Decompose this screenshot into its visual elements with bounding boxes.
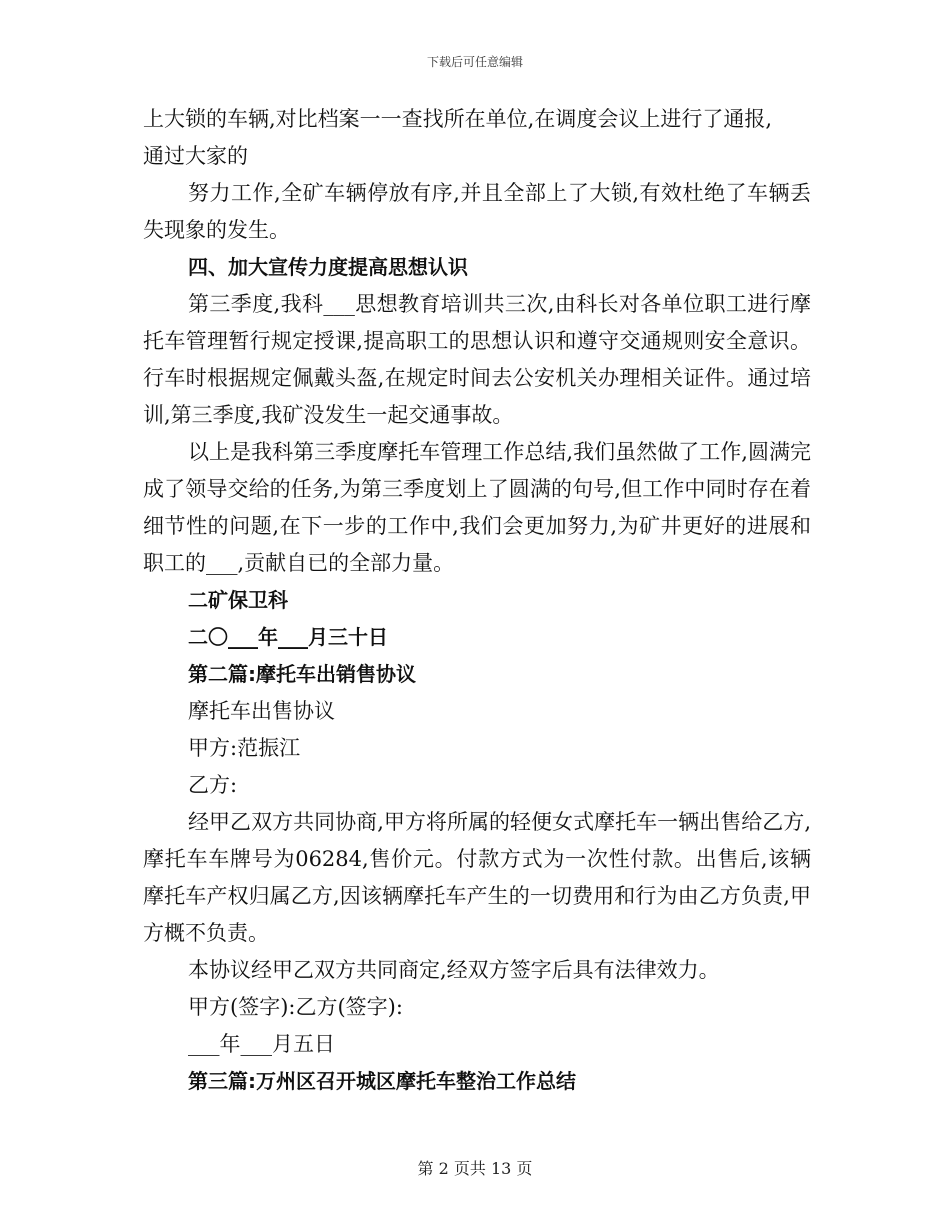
paragraph-line: 通过大家的 (143, 144, 248, 168)
party-a: 甲方:范振江 (188, 736, 301, 760)
page-header: 下载后可任意编辑 (426, 55, 523, 69)
section-title: 第二篇:摩托车出销售协议 (188, 662, 416, 686)
agreement-title: 摩托车出售协议 (188, 699, 335, 723)
date-line: 二〇___年___月三十日 (188, 625, 388, 649)
paragraph: 第三季度,我科___思想教育培训共三次,由科长对各单位职工进行摩托车管理暂行规定授课,提高职工的思想认识和遵守交通规则安全意识。行车时根据规定佩戴头盔,在规定时间去公安机关办理相关证件。通过培训,第三季度,我矿没发生一起交通事故。 (143, 292, 811, 427)
paragraph: 以上是我科第三季度摩托车管理工作总结,我们虽然做了工作,圆满完成了领导交给的任务,为第三季度划上了圆满的句号,但工作中同时存在着细节性的问题,在下一步的工作中,我们会更加努力,为矿井更好的进展和职工的___,贡献自已的全部力量。 (143, 440, 811, 575)
signature-line: 甲方(签字):乙方(签字): (188, 995, 403, 1019)
paragraph: 本协议经甲乙双方共同商定,经双方签字后具有法律效力。 (188, 958, 720, 982)
organization-name: 二矿保卫科 (188, 588, 288, 612)
party-b: 乙方: (188, 773, 238, 797)
paragraph: 努力工作,全矿车辆停放有序,并且全部上了大锁,有效杜绝了车辆丢失现象的发生。 (143, 181, 811, 242)
page-footer: 第 2 页共 13 页 (417, 1159, 533, 1178)
paragraph: 经甲乙双方共同协商,甲方将所属的轻便女式摩托车一辆出售给乙方,摩托车车牌号为06284,售价元。付款方式为一次性付款。出售后,该辆摩托车产权归属乙方,因该辆摩托车产生的一切费用和行为由乙方负责,甲方概不负责。 (143, 810, 811, 945)
paragraph-line: 上大锁的车辆,对比档案一一查找所在单位,在调度会议上进行了通报, (143, 107, 773, 131)
section-heading: 四、加大宣传力度提高思想认识 (188, 255, 468, 279)
section-title: 第三篇:万州区召开城区摩托车整治工作总结 (188, 1069, 576, 1093)
date-line: ___年___月五日 (188, 1032, 335, 1056)
document-body (143, 101, 811, 1100)
